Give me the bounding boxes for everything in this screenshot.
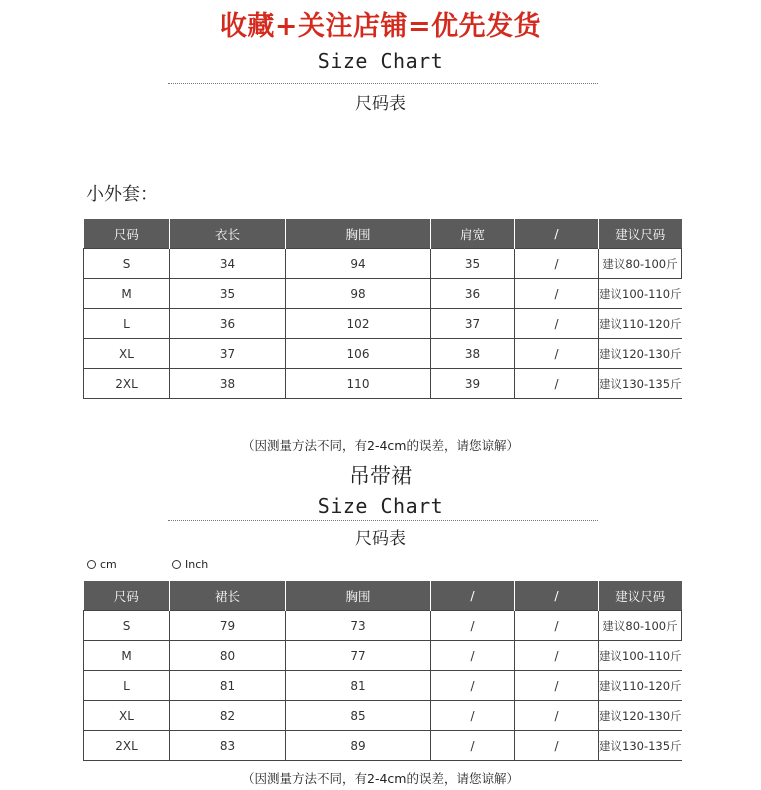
cell-blank: / — [431, 731, 515, 761]
header-blank: / — [431, 581, 515, 611]
product-name: 吊带裙 — [349, 464, 412, 488]
cell-blank: / — [515, 369, 599, 399]
cell-recommended: 建议130-135斤 — [599, 369, 682, 399]
cell-blank: / — [515, 279, 599, 309]
unit-label: cm — [100, 558, 117, 571]
promo-banner: 收藏+关注店铺=优先发货 — [219, 11, 542, 42]
header-recommended: 建议尺码 — [599, 219, 682, 249]
cell-blank: / — [515, 339, 599, 369]
cell-recommended: 建议110-120斤 — [599, 671, 682, 701]
cell-size: M — [84, 279, 170, 309]
cell-bust: 98 — [286, 279, 431, 309]
cell-recommended: 建议100-110斤 — [599, 641, 682, 671]
cell-blank: / — [431, 671, 515, 701]
header-shoulder: 肩宽 — [431, 219, 515, 249]
dotted-divider — [168, 520, 598, 521]
cell-blank: / — [431, 701, 515, 731]
cell-size: XL — [84, 701, 170, 731]
radio-icon[interactable] — [87, 560, 96, 569]
cell-shoulder: 36 — [431, 279, 515, 309]
cell-size: 2XL — [84, 369, 170, 399]
table-row — [84, 641, 682, 671]
cell-size: M — [84, 641, 170, 671]
radio-icon[interactable] — [172, 560, 181, 569]
measurement-note: （因测量方法不同，有2-4cm的误差，请您谅解） — [242, 771, 519, 786]
cell-blank: / — [515, 671, 599, 701]
table-row — [84, 369, 682, 399]
table-row — [84, 279, 682, 309]
cell-length: 38 — [170, 369, 286, 399]
header-blank: / — [515, 581, 599, 611]
cell-bust: 89 — [286, 731, 431, 761]
cell-size: L — [84, 309, 170, 339]
cell-bust: 110 — [286, 369, 431, 399]
table-row — [84, 611, 682, 641]
size-table-dress — [83, 581, 682, 761]
table-row — [84, 731, 682, 761]
cell-shoulder: 39 — [431, 369, 515, 399]
header-length: 衣长 — [170, 219, 286, 249]
cell-recommended: 建议80-100斤 — [599, 611, 682, 641]
table-row — [84, 309, 682, 339]
table-header-row — [84, 581, 682, 611]
cell-shoulder: 35 — [431, 249, 515, 279]
cell-recommended: 建议100-110斤 — [599, 279, 682, 309]
cell-size: 2XL — [84, 731, 170, 761]
cell-length: 82 — [170, 701, 286, 731]
header-size: 尺码 — [84, 219, 170, 249]
table-row — [84, 249, 682, 279]
header-recommended: 建议尺码 — [599, 581, 682, 611]
cell-bust: 102 — [286, 309, 431, 339]
cell-bust: 94 — [286, 249, 431, 279]
cell-recommended: 建议80-100斤 — [599, 249, 682, 279]
cell-bust: 85 — [286, 701, 431, 731]
cell-blank: / — [431, 611, 515, 641]
cell-recommended: 建议110-120斤 — [599, 309, 682, 339]
size-chart-subtitle: 尺码表 — [355, 529, 406, 549]
cell-length: 81 — [170, 671, 286, 701]
cell-length: 79 — [170, 611, 286, 641]
table-row — [84, 701, 682, 731]
header-bust: 胸围 — [286, 219, 431, 249]
table-row — [84, 339, 682, 369]
cell-recommended: 建议120-130斤 — [599, 339, 682, 369]
header-size: 尺码 — [84, 581, 170, 611]
cell-recommended: 建议130-135斤 — [599, 731, 682, 761]
cell-shoulder: 37 — [431, 309, 515, 339]
cell-blank: / — [515, 309, 599, 339]
cell-bust: 81 — [286, 671, 431, 701]
cell-size: S — [84, 611, 170, 641]
cell-size: L — [84, 671, 170, 701]
measurement-note: （因测量方法不同，有2-4cm的误差，请您谅解） — [242, 438, 519, 453]
size-chart-title: Size Chart — [317, 49, 444, 73]
cell-blank: / — [515, 611, 599, 641]
header-length: 裙长 — [170, 581, 286, 611]
cell-size: XL — [84, 339, 170, 369]
unit-option-cm[interactable] — [87, 558, 117, 571]
unit-option-inch[interactable] — [172, 558, 208, 571]
size-table-jacket — [83, 219, 682, 399]
table-row — [84, 671, 682, 701]
cell-blank: / — [515, 701, 599, 731]
cell-blank: / — [515, 641, 599, 671]
cell-bust: 106 — [286, 339, 431, 369]
cell-length: 83 — [170, 731, 286, 761]
cell-bust: 73 — [286, 611, 431, 641]
cell-blank: / — [515, 731, 599, 761]
cell-length: 36 — [170, 309, 286, 339]
cell-length: 37 — [170, 339, 286, 369]
cell-blank: / — [515, 249, 599, 279]
header-blank: / — [515, 219, 599, 249]
section-label-jacket: 小外套： — [86, 184, 158, 205]
cell-length: 34 — [170, 249, 286, 279]
cell-length: 35 — [170, 279, 286, 309]
size-chart-subtitle: 尺码表 — [355, 94, 406, 114]
size-chart-title: Size Chart — [317, 494, 444, 518]
table-header-row — [84, 219, 682, 249]
cell-length: 80 — [170, 641, 286, 671]
unit-label: Inch — [185, 558, 209, 571]
cell-recommended: 建议120-130斤 — [599, 701, 682, 731]
cell-bust: 77 — [286, 641, 431, 671]
cell-shoulder: 38 — [431, 339, 515, 369]
cell-blank: / — [431, 641, 515, 671]
cell-size: S — [84, 249, 170, 279]
dotted-divider — [168, 83, 598, 84]
header-bust: 胸围 — [286, 581, 431, 611]
